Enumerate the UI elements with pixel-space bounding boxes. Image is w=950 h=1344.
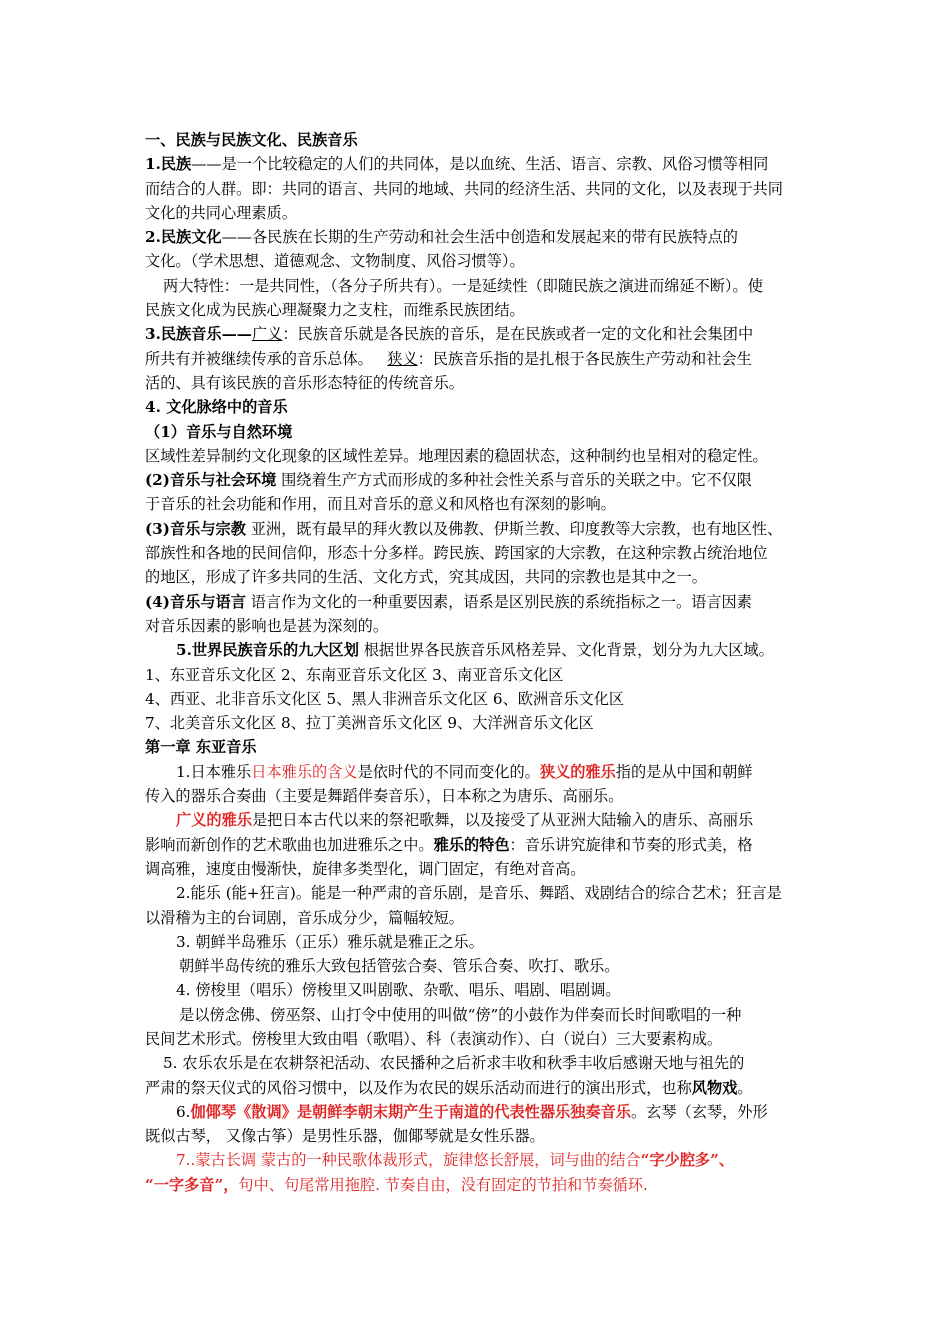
paragraph-line: 民间艺术形式。傍梭里大致由唱（歌唱）、科（表演动作）、白（说白）三大要素构成。	[145, 1029, 723, 1048]
paragraph-text: 根据世界各民族音乐风格差异、文化背景，划分为九大区域。	[358, 641, 774, 660]
paragraph-text: 6.	[176, 1102, 191, 1121]
region-list-row: 1、东亚音乐文化区 2、东南亚音乐文化区 3、南亚音乐文化区	[145, 665, 564, 684]
paragraph-line: 4. 傍梭里（唱乐）傍梭里又叫剧歌、杂歌、唱乐、唱剧、唱剧调。	[176, 981, 621, 1000]
paragraph-line	[145, 590, 815, 614]
paragraph-line: 文化。（学术思想、道德观念、文物制度、风俗习惯等）。	[145, 252, 525, 271]
paragraph-line	[145, 468, 815, 492]
chapter-heading: 第一章 东亚音乐	[145, 738, 257, 757]
highlight-term: 广义的雅乐	[176, 811, 252, 830]
paragraph-line: 2.能乐 (能+狂言)。能是一种严肃的音乐剧，是音乐、舞蹈、戏剧结合的综合艺术；狂言是	[176, 884, 782, 903]
paragraph-line: 部族性和各地的民间信仰，形态十分多样。跨民族、跨国家的大宗教，在这种宗教占统治地位	[145, 544, 768, 563]
paragraph-line	[145, 808, 815, 832]
highlight-text: 句中、句尾常用拖腔. 节奏自由，没有固定的节拍和节奏循环.	[238, 1175, 648, 1194]
term-label: 风物戏	[691, 1078, 738, 1097]
paragraph-text: 影响而新创作的艺术歌曲也加进雅乐之中。	[145, 835, 434, 854]
paragraph-line: 民族文化成为民族心理凝聚力之支柱，而维系民族团结。	[145, 301, 525, 320]
subsection-title: （1）音乐与自然环境	[145, 422, 293, 441]
region-list-row: 4、西亚、北非音乐文化区 5、黑人非洲音乐文化区 6、欧洲音乐文化区	[145, 689, 625, 708]
paragraph-line	[145, 760, 815, 784]
paragraph-line: 以滑稽为主的台词剧，音乐成分少，篇幅较短。	[145, 908, 464, 927]
narrow-label: 狭义	[387, 349, 418, 368]
paragraph-text: 。玄琴（玄琴，外形	[630, 1102, 768, 1121]
highlight-text: 日本雅乐的含义	[251, 762, 358, 781]
paragraph-line	[145, 1076, 815, 1100]
paragraph-line	[145, 152, 815, 176]
section-heading: 一、民族与民族文化、民族音乐	[145, 131, 358, 149]
paragraph-text: ：民族音乐就是各民族的音乐，是在民族或者一定的文化和社会集团中	[282, 325, 754, 344]
highlight-term: 伽倻琴《散调》是朝鲜李朝末期产生于南道的代表性器乐独奏音乐	[190, 1102, 631, 1121]
highlight-term: 狭义的雅乐	[539, 762, 616, 781]
paragraph-line: 活的、具有该民族的音乐形态特征的传统音乐。	[145, 373, 464, 392]
paragraph-text: ——各民族在长期的生产劳动和社会生活中创造和发展起来的带有民族特点的	[221, 228, 738, 247]
subsection-title: (4)音乐与语言	[145, 592, 246, 611]
highlight-term: “字少腔多”、	[640, 1151, 735, 1170]
paragraph-text: ：民族音乐指的是扎根于各民族生产劳动和社会生	[417, 349, 752, 368]
highlight-term: “一字多音”，	[145, 1175, 239, 1194]
paragraph-line: 而结合的人群。即：共同的语言、共同的地域、共同的经济生活、共同的文化，以及表现于共同	[145, 179, 783, 198]
paragraph-text: 是把日本古代以来的祭祀歌舞，以及接受了从亚洲大陆输入的唐乐、高丽乐	[251, 811, 754, 830]
broad-label: 广义	[251, 325, 283, 344]
subsection-title: (2)音乐与社会环境	[145, 471, 277, 490]
paragraph-line	[145, 833, 815, 857]
subsection-title: 5.世界民族音乐的九大区划	[176, 641, 359, 660]
paragraph-line	[145, 1100, 815, 1124]
region-list-row: 7、北美音乐文化区 8、拉丁美洲音乐文化区 9、大洋洲音乐文化区	[145, 714, 594, 733]
term-label: 2.民族文化	[145, 228, 222, 247]
paragraph-text: ——是一个比较稳定的人们的共同体，是以血统、生活、语言、宗教、风俗习惯等相同	[191, 155, 769, 174]
paragraph-line	[145, 1148, 815, 1172]
paragraph-line: 对音乐因素的影响也是甚为深刻的。	[145, 616, 388, 635]
section-heading: 4. 文化脉络中的音乐	[145, 398, 288, 417]
paragraph-line: 传入的器乐合奏曲（主要是舞蹈伴奏音乐），日本称之为唐乐、高丽乐。	[145, 787, 624, 806]
highlight-text: 7..蒙古长调 蒙古的一种民歌体裁形式，旋律悠长舒展，词与曲的结合	[176, 1151, 641, 1170]
document-page	[145, 128, 815, 1197]
paragraph-text: 严肃的祭天仪式的风俗习惯中，以及作为农民的娱乐活动而进行的演出形式，也称	[145, 1078, 692, 1097]
paragraph-line	[145, 638, 815, 662]
paragraph-line: 3. 朝鲜半岛雅乐（正乐）雅乐就是雅正之乐。	[176, 932, 484, 951]
paragraph-line	[145, 517, 815, 541]
paragraph-text: 是依时代的不同而变化的。	[357, 762, 540, 781]
paragraph-line	[145, 1173, 815, 1197]
paragraph-text: 。	[737, 1078, 753, 1097]
paragraph-text: ：音乐讲究旋律和节奏的形式美，格	[509, 835, 753, 854]
paragraph-line: 文化的共同心理素质。	[145, 203, 297, 222]
paragraph-line	[145, 347, 815, 371]
subsection-title: (3)音乐与宗教	[145, 519, 246, 538]
paragraph-text: 围绕着生产方式而形成的多种社会性关系与音乐的关联之中。它不仅限	[276, 471, 752, 490]
paragraph-line: 既似古琴， 又像古筝）是男性乐器，伽倻琴就是女性乐器。	[145, 1127, 545, 1146]
paragraph-line	[145, 322, 815, 346]
term-label: 3.民族音乐——	[145, 325, 252, 344]
paragraph-line: 朝鲜半岛传统的雅乐大致包括管弦合奏、管乐合奏、吹打、歌乐。	[179, 957, 620, 976]
paragraph-line: 是以傍念佛、傍巫祭、山打令中使用的叫做“傍”的小鼓作为伴奏而长时间歌唱的一种	[179, 1005, 742, 1024]
term-label: 雅乐的特色	[433, 835, 510, 854]
paragraph-line: 的地区，形成了许多共同的生活、文化方式，究其成因，共同的宗教也是其中之一。	[145, 568, 707, 587]
paragraph-line	[145, 225, 815, 249]
paragraph-text: 所共有并被继续传承的音乐总体。	[145, 349, 373, 368]
paragraph-line: 区域性差异制约文化现象的区域性差异。地理因素的稳固状态，这种制约也呈相对的稳定性。	[145, 446, 768, 465]
paragraph-text: 1.日本雅乐	[176, 762, 252, 781]
paragraph-line: 两大特性：一是共同性，（各分子所共有）。一是延续性（即随民族之演进而绵延不断）。使	[163, 276, 763, 295]
paragraph-text: 亚洲，既有最早的拜火教以及佛教、伊斯兰教、印度教等大宗教，也有地区性、	[245, 519, 783, 538]
term-label: 1.民族	[145, 155, 192, 174]
paragraph-line: 于音乐的社会功能和作用，而且对音乐的意义和风格也有深刻的影响。	[145, 495, 616, 514]
paragraph-line: 调高雅，速度由慢渐快，旋律多类型化，调门固定，有绝对音高。	[145, 859, 586, 878]
paragraph-line: 5. 农乐农乐是在农耕祭祀活动、农民播种之后祈求丰收和秋季丰收后感谢天地与祖先的	[163, 1054, 745, 1073]
paragraph-text: 指的是从中国和朝鲜	[615, 762, 753, 781]
paragraph-text: 语言作为文化的一种重要因素，语系是区别民族的系统指标之一。语言因素	[245, 592, 752, 611]
